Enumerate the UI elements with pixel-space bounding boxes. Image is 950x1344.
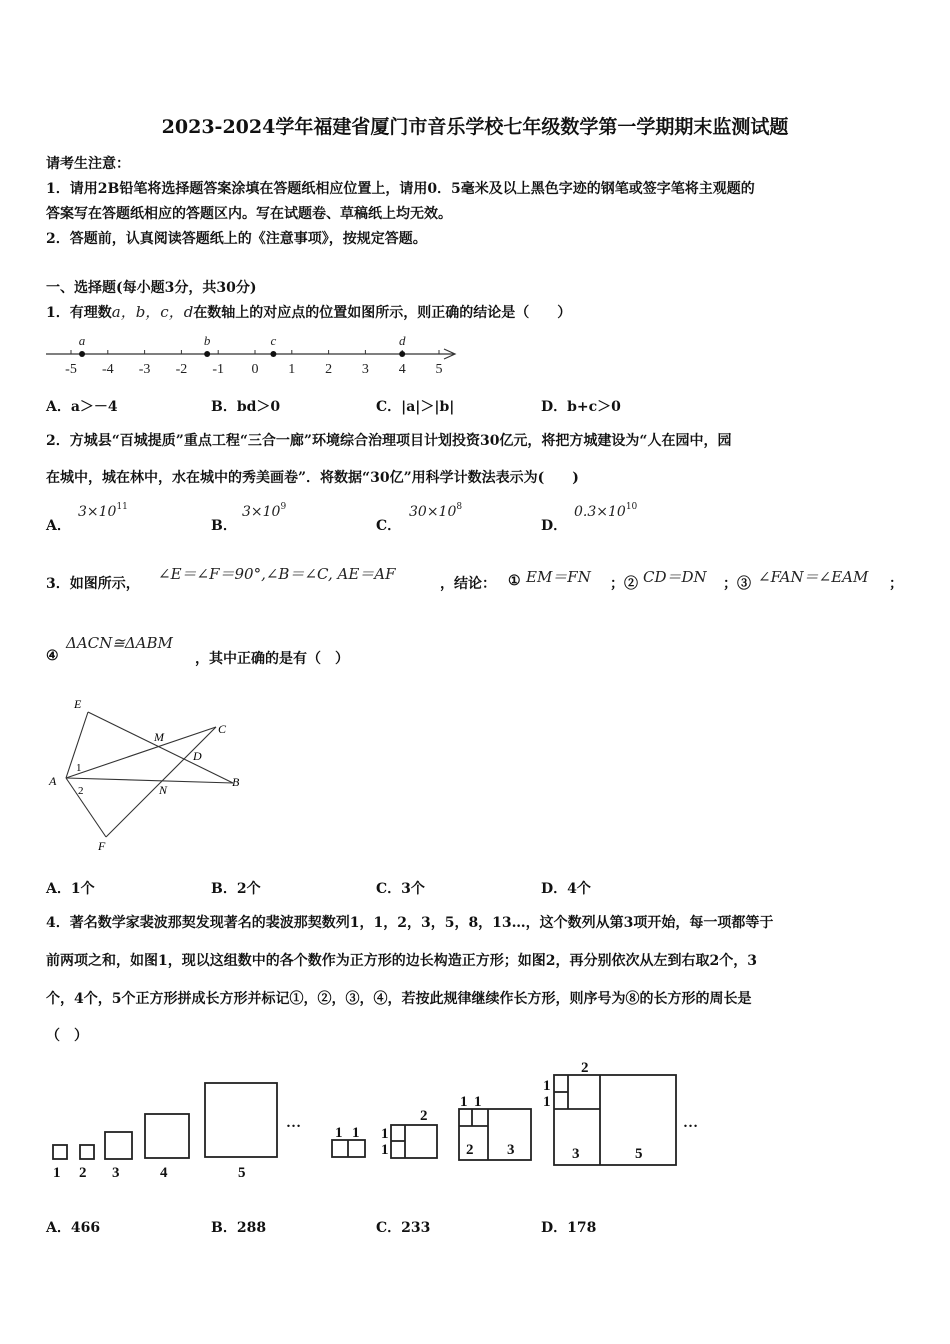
q4-line-2: 前两项之和，如图1，现以这组数中的各个数作为正方形的边长构造正方形；如图2，再分别依次从左到右取2个，3 [46, 953, 757, 969]
q1-stem [46, 301, 571, 322]
q2-option-a-label[interactable]: A． [46, 518, 71, 534]
fig2-r2-label-2: 2 [420, 1108, 428, 1124]
number-line-tick-label: -4 [101, 362, 114, 377]
fig1-label-2: 2 [79, 1165, 87, 1181]
notice-line-3: 2．答题前，认真阅读答题纸上的《注意事项》，按规定答题。 [46, 231, 427, 247]
label-b: B [232, 775, 240, 789]
q4-option-c[interactable]: C．233 [376, 1220, 431, 1236]
fig2-r1-label-b: 1 [352, 1125, 360, 1141]
q2-d-base: 0.3×10 [574, 504, 626, 520]
number-line-point-label-c: c [270, 333, 277, 348]
notice-line-2: 答案写在答题纸相应的答题区内。写在试题卷、草稿纸上均无效。 [46, 206, 452, 222]
q3-c3-mark: ；③ [723, 576, 751, 592]
fig2-r3-label-2: 2 [466, 1142, 474, 1158]
q2-option-b-value[interactable] [242, 504, 286, 520]
number-line-tick-label: 0 [251, 362, 259, 377]
q2-a-exp: 11 [116, 502, 128, 512]
number-line-tick-label: 1 [288, 362, 296, 377]
label-d: D [193, 749, 202, 763]
label-f: F [98, 839, 106, 853]
q2-line-1: 2．方城县“百城提质”重点工程“三合一廊”环境综合治理项目计划投资30亿元，将把方城建设为“人在园中，园 [46, 433, 732, 449]
q2-option-b-label[interactable]: B． [211, 518, 237, 534]
page-title: 2023-2024学年福建省厦门市音乐学校七年级数学第一学期期末监测试题 [161, 116, 789, 138]
fig2-r4-label-5: 5 [635, 1146, 643, 1162]
notice-heading: 请考生注意： [46, 156, 130, 172]
number-line-point-label-d: d [398, 333, 406, 348]
section-heading: 一、选择题(每小题3分，共30分) [46, 280, 257, 296]
q4-option-d[interactable]: D．178 [541, 1220, 597, 1236]
number-line-tick-label: -5 [65, 362, 77, 377]
fig2-r2-label-b: 1 [381, 1142, 389, 1158]
number-line-point-label-a: a [78, 333, 86, 348]
q3-option-b[interactable]: B．2个 [211, 881, 261, 897]
label-c: C [218, 722, 227, 736]
label-n: N [159, 783, 168, 797]
q4-line-3: 个，4个，5个正方形拼成长方形并标记①，②，③，④，若按此规律继续作长方形，则序号为⑧的长方形的周长是 [46, 991, 752, 1007]
q1-stem-a: 1．有理数 [46, 305, 112, 321]
label-m: M [154, 730, 164, 744]
q3-semicolon: ； [889, 576, 903, 592]
q2-option-c-value[interactable] [409, 504, 462, 520]
q3-c1-mark: ① [508, 573, 521, 589]
label-angle-2: 2 [78, 785, 84, 797]
q3-c2-mark: ；② [610, 576, 638, 592]
fig1-square-1 [53, 1145, 67, 1159]
number-line-point-a [79, 351, 85, 357]
q3-option-c[interactable]: C．3个 [376, 881, 425, 897]
fig1-square-4 [145, 1114, 189, 1158]
fig2-r3-label-b: 1 [474, 1094, 482, 1110]
q3-c2: CD＝DN [643, 568, 707, 586]
q2-option-d-value[interactable] [574, 504, 637, 520]
notice-line-1: 1．请用2B铅笔将选择题答案涂填在答题纸相应位置上，请用0．5毫米及以上黑色字迹的钢笔或签字笔将主观题的 [46, 181, 755, 197]
segment-eb [88, 712, 233, 783]
q2-b-exp: 9 [280, 502, 287, 512]
q1-option-c[interactable]: C．|a|＞|b| [376, 399, 455, 415]
q2-line-2: 在城中，城在林中，水在城中的秀美画卷”．将数据“30亿”用科学计数法表示为( ) [46, 470, 579, 486]
q1-option-b[interactable]: B．bd＞0 [211, 399, 281, 415]
label-e: E [74, 697, 82, 711]
q1-option-a[interactable]: A．a＞－4 [46, 399, 118, 415]
fig2-r3-label-3: 3 [507, 1142, 515, 1158]
q4-line-4: （ ） [46, 1028, 88, 1044]
label-a: A [49, 774, 57, 788]
q2-d-exp: 10 [625, 502, 638, 512]
q4-option-b[interactable]: B．288 [211, 1220, 267, 1236]
number-line-point-label-b: b [203, 333, 211, 348]
fig2-r1-label-a: 1 [335, 1125, 343, 1141]
q2-c-base: 30×10 [409, 504, 457, 520]
number-line-tick-label: -3 [138, 362, 151, 377]
q3-c1: EM＝FN [526, 568, 591, 586]
q3-c3: ∠FAN＝∠EAM [758, 568, 869, 586]
label-angle-1: 1 [76, 762, 82, 774]
q1-option-d[interactable]: D．b+c＞0 [541, 399, 621, 415]
q3-option-d[interactable]: D．4个 [541, 881, 591, 897]
fig2-r4-label-a: 1 [543, 1078, 551, 1094]
fig1-label-1: 1 [53, 1165, 61, 1181]
q3-tail: ，其中正确的是有（ ） [195, 651, 349, 667]
q3-condition: ∠E＝∠F＝90°,∠B＝∠C, AE＝AF [158, 565, 396, 583]
fig1-label-3: 3 [112, 1165, 120, 1181]
fig1-label-5: 5 [238, 1165, 246, 1181]
number-line-point-b [204, 351, 210, 357]
number-line-tick-label: 3 [361, 362, 369, 377]
fig1-square-2 [80, 1145, 94, 1159]
number-line-tick-label: 2 [325, 362, 333, 377]
q2-option-c-label[interactable]: C． [376, 518, 402, 534]
q2-c-exp: 8 [456, 502, 463, 512]
fig1-square-3 [105, 1132, 132, 1159]
q3-c4-mark: ④ [46, 648, 59, 664]
q2-a-base: 3×10 [78, 504, 117, 520]
q3-geometry-figure [40, 690, 260, 855]
fig2-r4-label-2: 2 [581, 1060, 589, 1076]
q3-conclusion-label: ，结论： [440, 576, 496, 592]
q2-b-base: 3×10 [242, 504, 281, 520]
number-line-tick-label: -2 [175, 362, 188, 377]
number-line-point-c [270, 351, 276, 357]
fig1-ellipsis: … [286, 1115, 301, 1131]
q4-line-1: 4．著名数学家裴波那契发现著名的裴波那契数列1，1，2，3，5，8，13…，这个数列从第3项开始，每一项都等于 [46, 915, 774, 931]
fig2-r2-label-a: 1 [381, 1126, 389, 1142]
fig2-r3-label-a: 1 [460, 1094, 468, 1110]
q3-prefix: 3．如图所示， [46, 576, 140, 592]
q2-option-d-label[interactable]: D． [541, 518, 568, 534]
fig2-r4-label-3: 3 [572, 1146, 580, 1162]
q1-number-line [40, 326, 470, 378]
number-line-tick-label: 5 [435, 362, 443, 377]
fig1-square-5 [205, 1083, 277, 1157]
segment-af [66, 778, 106, 837]
q3-option-a[interactable]: A．1个 [46, 881, 95, 897]
q3-c4: ΔACN≅ΔABM [66, 634, 173, 652]
fig1-label-4: 4 [160, 1165, 168, 1181]
q4-fibonacci-figure [40, 1052, 730, 1187]
fig2-r4-label-b: 1 [543, 1094, 551, 1110]
number-line-tick-label: 4 [398, 362, 406, 377]
fig2-ellipsis: … [683, 1115, 698, 1131]
number-line-tick-label: -1 [212, 362, 225, 377]
q1-stem-b: 在数轴上的对应点的位置如图所示，则正确的结论是（ ） [193, 305, 572, 321]
q1-stem-vars: a，b，c，d [111, 303, 194, 321]
q4-option-a[interactable]: A．466 [46, 1220, 101, 1236]
number-line-point-d [399, 351, 405, 357]
segment-ab [66, 778, 233, 783]
q2-option-a-value[interactable] [78, 504, 128, 520]
